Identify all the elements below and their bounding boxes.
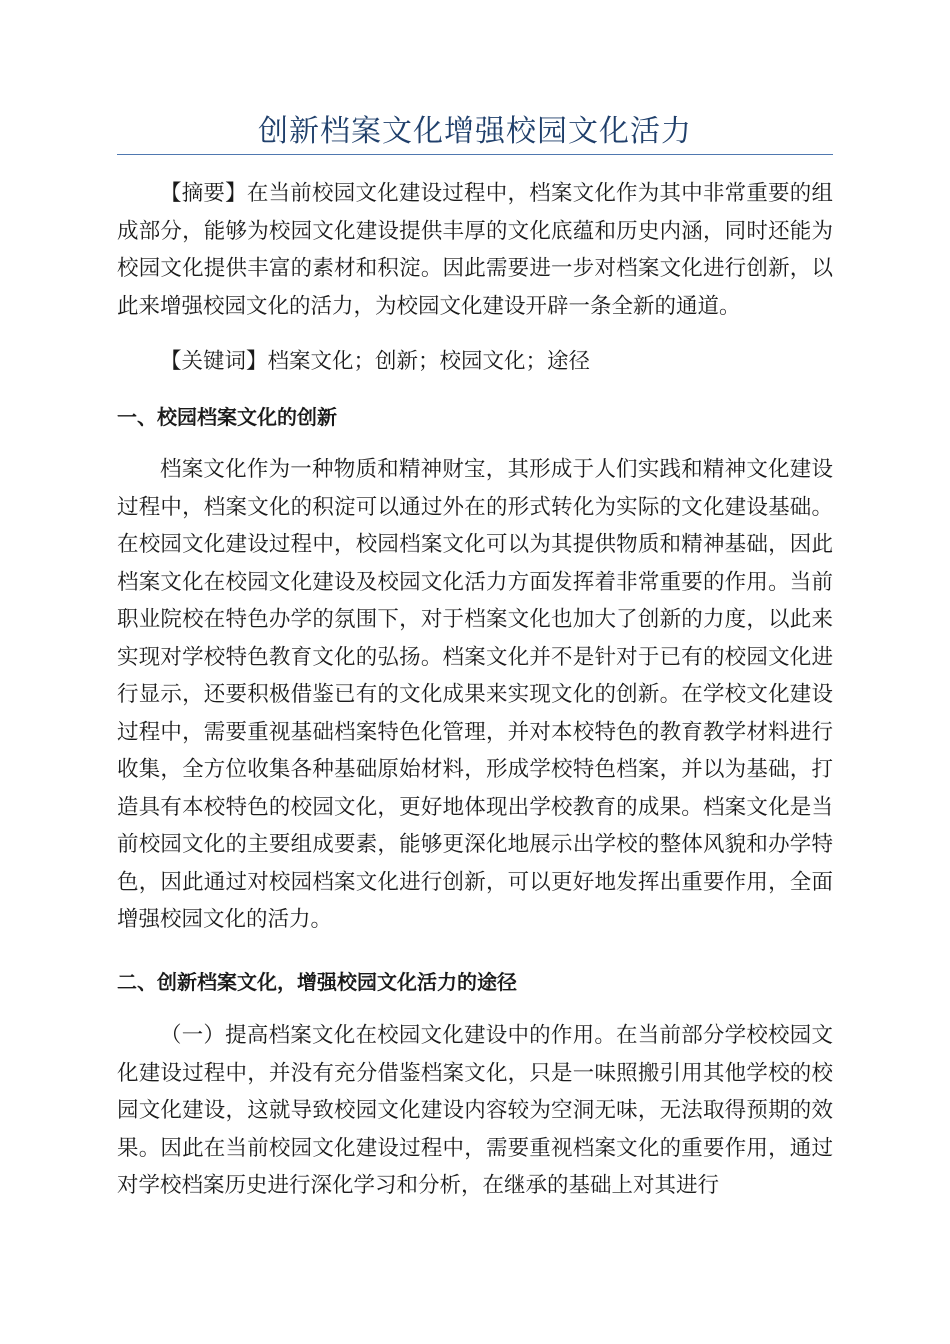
section-heading-1: 一、校园档案文化的创新 xyxy=(117,405,337,429)
section-heading-2: 二、创新档案文化，增强校园文化活力的途径 xyxy=(117,970,517,994)
keywords-line: 【关键词】档案文化；创新；校园文化；途径 xyxy=(160,349,591,374)
title-underline xyxy=(117,154,833,155)
abstract-paragraph: 【摘要】在当前校园文化建设过程中，档案文化作为其中非常重要的组成部分，能够为校园文化建设提供丰厚的文化底蕴和历史内涵，同时还能为校园文化提供丰富的素材和积淀。因此需要进一步对档案文化进行创新，以此来增强校园文化的活力，为校园文化建设开辟一条全新的通道。 xyxy=(117,181,833,319)
document-title: 创新档案文化增强校园文化活力 xyxy=(258,114,692,149)
section-2-paragraph: （一）提高档案文化在校园文化建设中的作用。在当前部分学校校园文化建设过程中，并没有充分借鉴档案文化，只是一味照搬引用其他学校的校园文化建设，这就导致校园文化建设内容较为空洞无味，无法取得预期的效果。因此在当前校园文化建设过程中，需要重视档案文化的重要作用，通过对学校档案历史进行深化学习和分析，在继承的基础上对其进行 xyxy=(117,1023,833,1198)
section-1-paragraph: 档案文化作为一种物质和精神财宝，其形成于人们实践和精神文化建设过程中，档案文化的积淀可以通过外在的形式转化为实际的文化建设基础。在校园文化建设过程中，校园档案文化可以为其提供物质和精神基础，因此档案文化在校园文化建设及校园文化活力方面发挥着非常重要的作用。当前职业院校在特色办学的氛围下，对于档案文化也加大了创新的力度，以此来实现对学校特色教育文化的弘扬。档案文化并不是针对于已有的校园文化进行显示，还要积极借鉴已有的文化成果来实现文化的创新。在学校文化建设过程中，需要重视基础档案特色化管理，并对本校特色的教育教学材料进行收集，全方位收集各种基础原始材料，形成学校特色档案，并以为基础，打造具有本校特色的校园文化，更好地体现出学校教育的成果。档案文化是当前校园文化的主要组成要素，能够更深化地展示出学校的整体风貌和办学特色，因此通过对校园档案文化进行创新，可以更好地发挥出重要作用，全面增强校园文化的活力。 xyxy=(117,457,833,932)
